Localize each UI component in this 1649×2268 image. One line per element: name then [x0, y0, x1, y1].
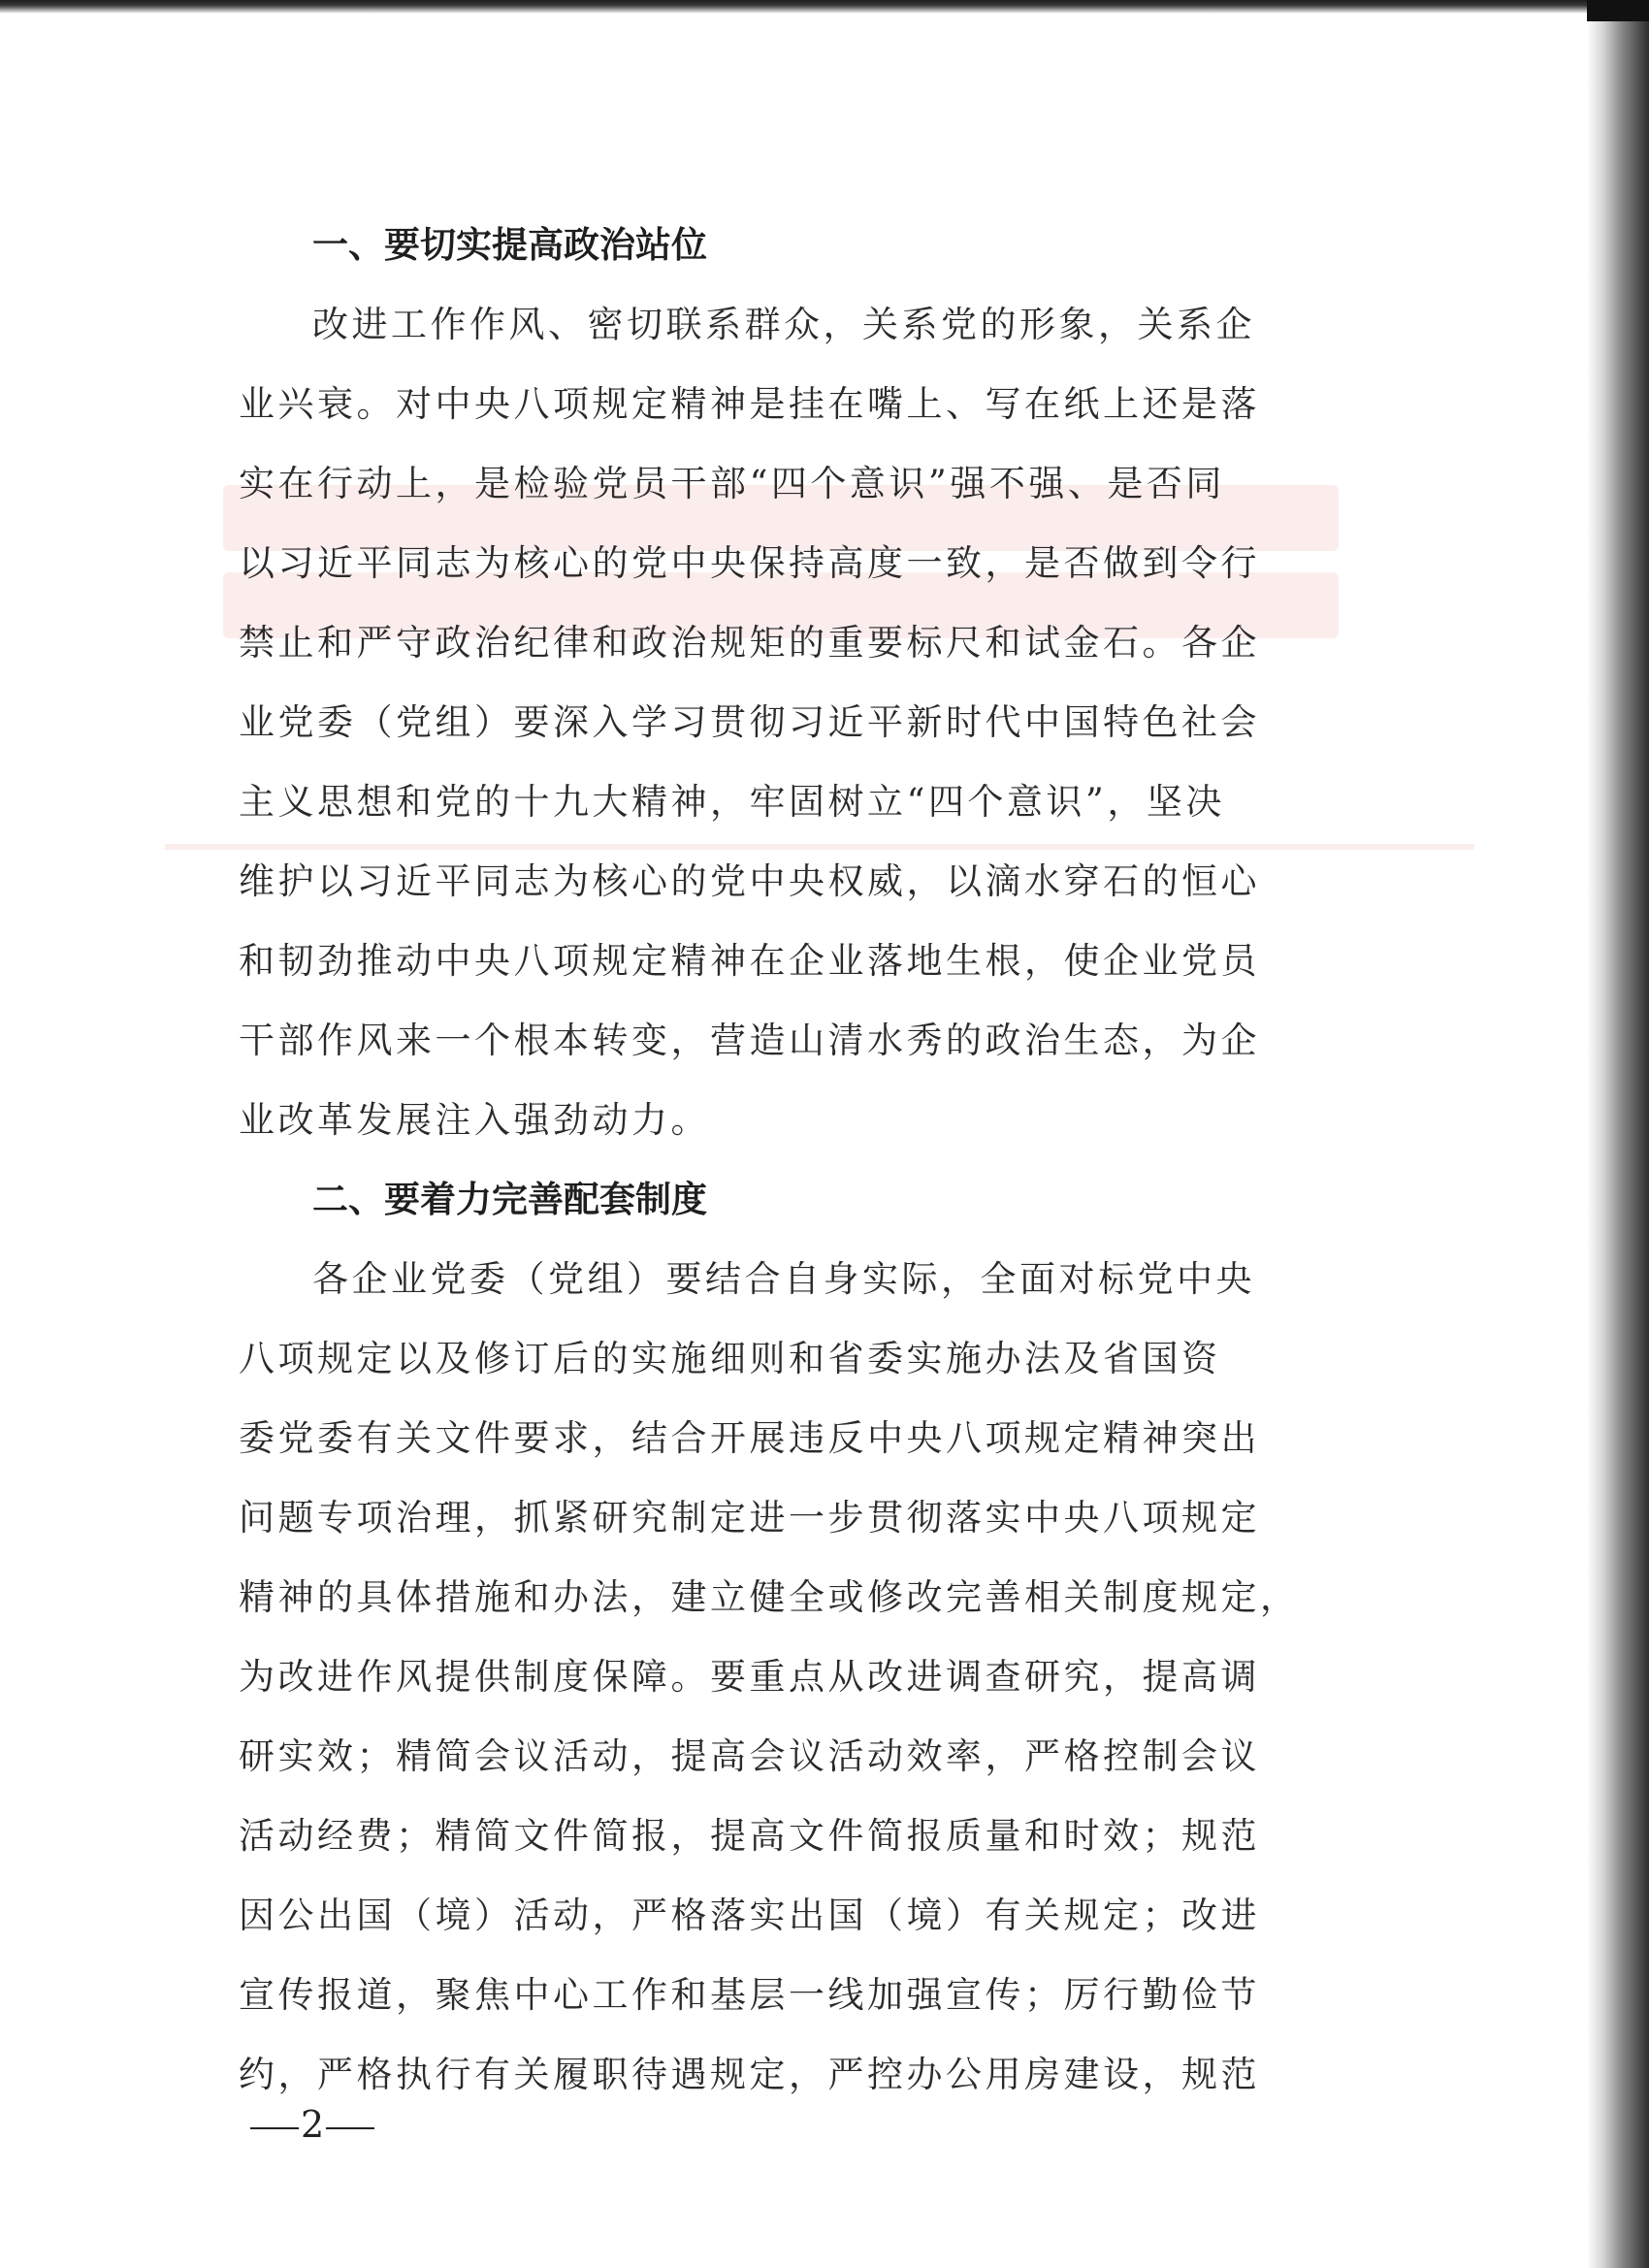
section-supporting-systems: [239, 1160, 1354, 2115]
page-number-dash-left: [250, 2127, 299, 2129]
paragraph-line: 委党委有关文件要求，结合开展违反中央八项规定精神突出: [239, 1417, 1260, 1459]
section-political-stance: [239, 206, 1354, 1160]
paragraph-line: 宣传报道，聚焦中心工作和基层一线加强宣传；厉行勤俭节: [239, 1974, 1260, 2016]
page-number-dash-right: [326, 2127, 374, 2129]
scan-edge-top: [0, 0, 1649, 14]
paragraph-line: 业改革发展注入强劲动力。: [239, 1099, 710, 1141]
paragraph-line: 实在行动上，是检验党员干部“四个意识”强不强、是否同: [239, 463, 1225, 504]
paragraph-line: 活动经费；精简文件简报，提高文件简报质量和时效；规范: [239, 1815, 1260, 1857]
scan-edge-right: [1587, 0, 1649, 2268]
paragraph-line: 因公出国（境）活动，严格落实出国（境）有关规定；改进: [239, 1895, 1260, 1936]
page-number: [250, 2103, 374, 2146]
paragraph-line: 主义思想和党的十九大精神，牢固树立“四个意识”，坚决: [239, 781, 1225, 823]
scan-corner: [1587, 0, 1649, 21]
paragraph-line: 研实效；精简会议活动，提高会议活动效率，严格控制会议: [239, 1735, 1260, 1777]
document-body: [239, 206, 1354, 2115]
section-heading: 一、要切实提高政治站位: [312, 224, 707, 266]
paragraph-line: 改进工作作风、密切联系群众，关系党的形象，关系企: [312, 304, 1255, 345]
paragraph-line: 业党委（党组）要深入学习贯彻习近平新时代中国特色社会: [239, 701, 1260, 743]
paragraph-line: 干部作风来一个根本转变，营造山清水秀的政治生态，为企: [239, 1020, 1260, 1061]
section-heading: 二、要着力完善配套制度: [312, 1179, 707, 1220]
paragraph-line: 禁止和严守政治纪律和政治规矩的重要标尺和试金石。各企: [239, 622, 1260, 664]
paragraph-line: 约，严格执行有关履职待遇规定，严控办公用房建设，规范: [239, 2054, 1260, 2095]
paragraph-line: 八项规定以及修订后的实施细则和省委实施办法及省国资: [239, 1338, 1221, 1379]
paragraph-line: 精神的具体措施和办法，建立健全或修改完善相关制度规定，: [239, 1576, 1300, 1618]
paragraph-line: 以习近平同志为核心的党中央保持高度一致，是否做到令行: [239, 542, 1260, 584]
paragraph-line: 和韧劲推动中央八项规定精神在企业落地生根，使企业党员: [239, 940, 1260, 982]
page-number-value: 2: [301, 2103, 325, 2146]
paragraph-line: 维护以习近平同志为核心的党中央权威，以滴水穿石的恒心: [239, 860, 1260, 902]
paragraph-line: 问题专项治理，抓紧研究制定进一步贯彻落实中央八项规定: [239, 1497, 1260, 1539]
paragraph-line: 业兴衰。对中央八项规定精神是挂在嘴上、写在纸上还是落: [239, 383, 1260, 425]
paragraph-line: 为改进作风提供制度保障。要重点从改进调查研究，提高调: [239, 1656, 1260, 1698]
paragraph-line: 各企业党委（党组）要结合自身实际，全面对标党中央: [312, 1258, 1255, 1300]
